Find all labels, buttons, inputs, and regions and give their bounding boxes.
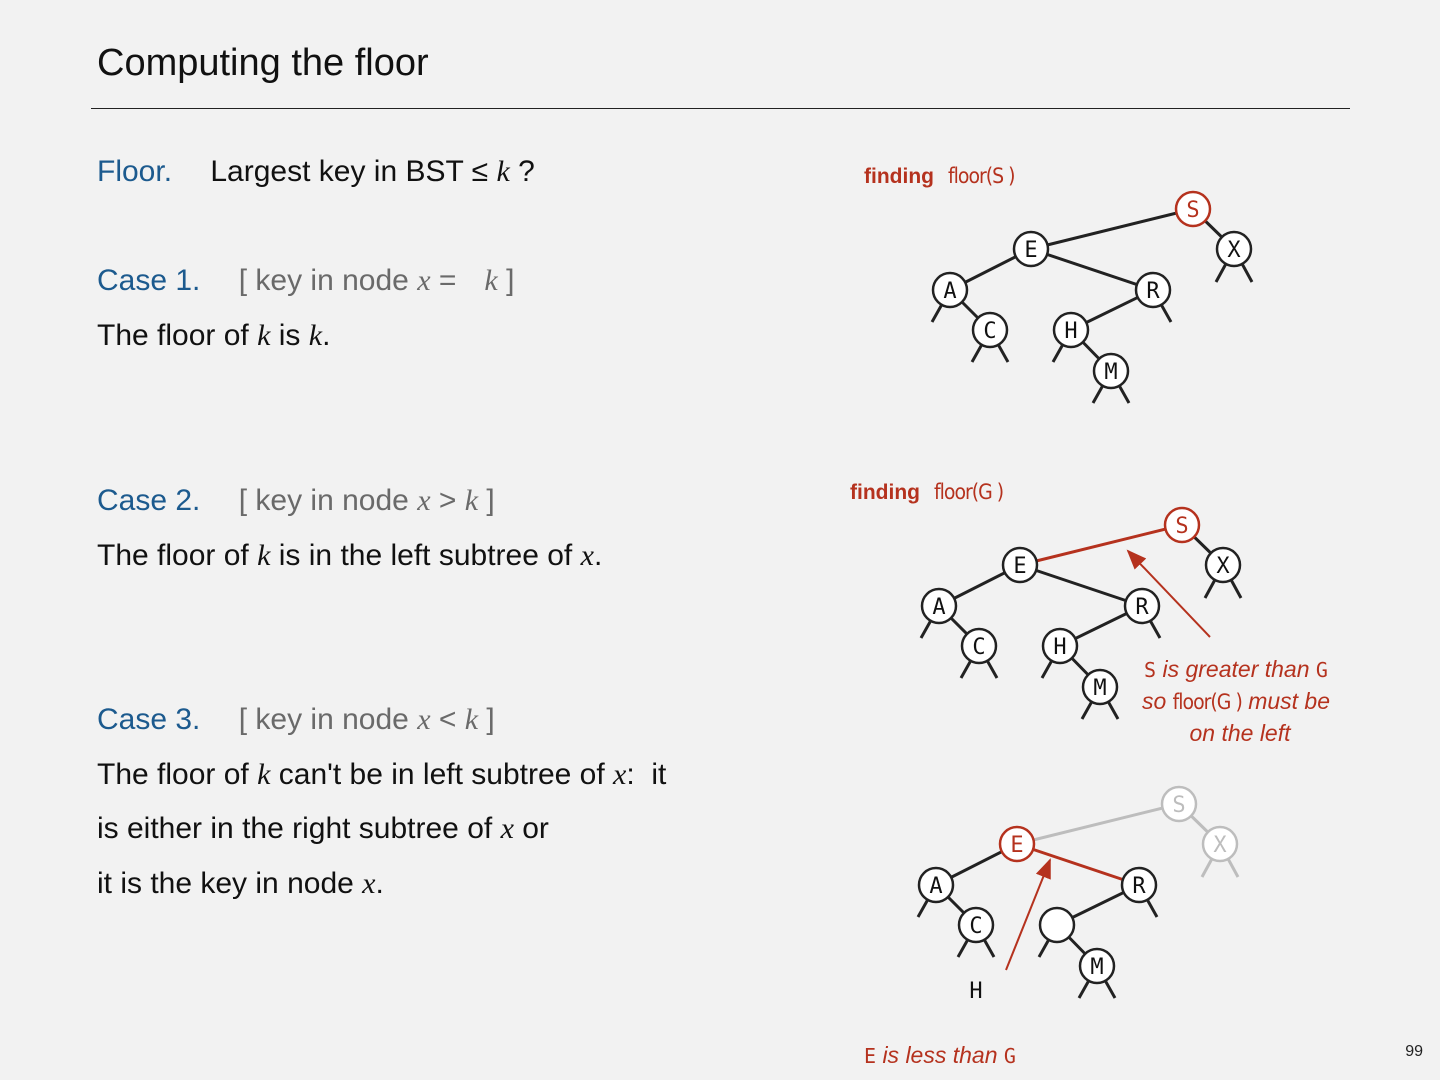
svg-text:A: A	[943, 279, 957, 304]
svg-text:R: R	[1146, 279, 1160, 304]
case2-body: The floor of k is in the left subtree of x.	[97, 539, 603, 572]
svg-text:X: X	[1216, 554, 1230, 579]
diagram2-caption	[850, 480, 1003, 504]
diagram2-annotation	[1142, 656, 1330, 746]
diagram1-caption	[864, 164, 1015, 188]
svg-text:A: A	[932, 595, 946, 620]
diagram3-annotation	[864, 1042, 1016, 1068]
edge-e-r-highlight	[1017, 844, 1139, 885]
tree-node-r	[1122, 868, 1156, 902]
svg-text:H: H	[1053, 635, 1067, 660]
svg-text:so floor(G ) must: so floor(G ) must be	[1141, 688, 1331, 714]
page-title: Computing the floor	[97, 42, 429, 84]
svg-text:M: M	[1090, 955, 1104, 980]
tree-node-r	[1136, 273, 1170, 307]
case1-body: The floor of k is k.	[97, 319, 331, 352]
tree-node-x-faded	[1203, 827, 1237, 861]
case3-condition: [ key in node x < k ]	[238, 703, 495, 736]
tree-node-s-faded	[1162, 787, 1196, 821]
floor-k: k	[496, 155, 510, 188]
tree-node-s	[1165, 508, 1199, 542]
tree-node-e	[1014, 232, 1048, 266]
tree-node-a	[933, 273, 967, 307]
case2-condition: [ key in node x > k ]	[238, 484, 495, 517]
svg-text:M: M	[1093, 676, 1107, 701]
svg-text:E: E	[1013, 554, 1027, 579]
diagram1-caption-bold: finding	[864, 165, 934, 188]
svg-text:C: C	[972, 635, 986, 660]
tree-node-s	[1176, 192, 1210, 226]
tree-node-h	[1054, 313, 1088, 347]
svg-text:S: S	[1175, 514, 1189, 539]
svg-text:X: X	[1213, 833, 1227, 858]
tree-node-e	[1003, 548, 1037, 582]
floor-text: Largest key in BST ≤	[210, 155, 489, 188]
svg-text:E: E	[1010, 833, 1024, 858]
svg-text:S: S	[1186, 198, 1200, 223]
case1-condition: [ key in node x = k ]	[238, 264, 515, 297]
svg-text:M: M	[1104, 360, 1118, 385]
svg-text:S: S	[1172, 793, 1186, 818]
svg-text:R: R	[1132, 874, 1146, 899]
case1-label: Case 1.	[97, 264, 201, 297]
diagram1-caption-fn: floor(S )	[948, 164, 1015, 188]
diagram2-caption-bold: finding	[850, 481, 920, 504]
case2-label: Case 2.	[97, 484, 201, 517]
floor-label: Floor.	[97, 155, 173, 188]
tree-node-h	[1043, 629, 1077, 663]
case3-body-line1: The floor of k can't be in left subtree of x: it	[97, 758, 667, 791]
page-number: 99	[1405, 1043, 1423, 1060]
tree-node-x	[1206, 548, 1240, 582]
tree-node-a	[919, 868, 953, 902]
edge-s-e	[1031, 209, 1193, 249]
edge-s-e-highlight	[1020, 525, 1182, 565]
case3-body-line2: is either in the right subtree of x or	[97, 812, 549, 845]
diagram2-caption-fn: floor(G )	[934, 480, 1004, 504]
svg-text:C: C	[969, 914, 983, 939]
diagram1-nodes	[933, 192, 1251, 388]
svg-text:on the left: on the left	[1189, 720, 1291, 746]
tree-node-m	[1080, 949, 1114, 983]
diagram3-nodes	[919, 787, 1237, 1004]
tree-node-r	[1125, 589, 1159, 623]
diagram1-tree	[932, 209, 1252, 403]
svg-text:A: A	[929, 874, 943, 899]
svg-text:H: H	[1064, 319, 1078, 344]
tree-node-x	[1217, 232, 1251, 266]
tree-node-m	[1094, 354, 1128, 388]
diagram3-tree	[918, 804, 1238, 998]
svg-text:R: R	[1135, 595, 1149, 620]
svg-text:X: X	[1227, 238, 1241, 263]
case3-body-line3: it is the key in node x.	[97, 867, 384, 900]
svg-text:S is greater than: S is greater than G	[1144, 656, 1328, 682]
svg-text:E is less than G: E is less than G	[864, 1042, 1016, 1068]
tree-node-c	[962, 629, 996, 663]
edge-e-r	[1031, 249, 1153, 290]
tree-node-c	[973, 313, 1007, 347]
svg-text:E: E	[1024, 238, 1038, 263]
tree-node-m	[1083, 670, 1117, 704]
floor-question: ?	[518, 155, 535, 188]
tree-node-blank	[1040, 908, 1074, 942]
case3-label: Case 3.	[97, 703, 201, 736]
tree-node-a	[922, 589, 956, 623]
dangling-label-h: H	[969, 979, 983, 1004]
tree-node-e	[1000, 827, 1034, 861]
svg-text:C: C	[983, 319, 997, 344]
tree-node-c	[959, 908, 993, 942]
